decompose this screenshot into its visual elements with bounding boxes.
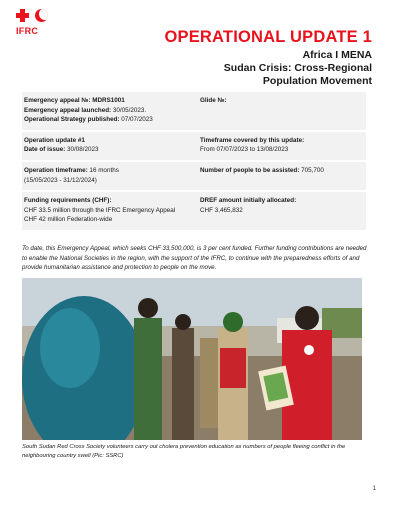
logo-text: IFRC (16, 26, 39, 36)
timeframe-covered-cell (194, 132, 366, 160)
info-row-funding (22, 190, 366, 230)
dref-value: CHF 3,465,832 (200, 206, 243, 214)
funding-appeal-line: CHF 33.5 million through the IFRC Emergency Appeal (24, 206, 176, 214)
red-crescent-emblem-icon (35, 9, 48, 22)
operation-timeframe-cell (22, 162, 194, 190)
operation-timeframe-label: Operation timeframe: (24, 166, 88, 174)
operation-timeframe-dates: (15/05/2023 - 31/12/2024) (24, 176, 97, 184)
launched-label: Emergency appeal launched: (24, 106, 112, 114)
people-assisted-value: 705,700 (299, 166, 324, 174)
title-block (164, 28, 372, 88)
funding-cell (22, 192, 194, 230)
region-subtitle: Africa I MENA (302, 49, 372, 61)
launched-value: 30/05/2023. (111, 106, 147, 114)
photo-caption: South Sudan Red Cross Society volunteers carry out cholera prevention education as numbers of people fleeing conflict in the neighbouring country swell (Pic: SSRC) (22, 444, 346, 459)
funding-label: Funding requirements (CHF): (24, 197, 112, 205)
red-cross-emblem-icon (16, 9, 29, 22)
appeal-info-table (22, 92, 366, 230)
glide-cell (194, 92, 366, 130)
operation-timeframe-value: 16 months (87, 166, 119, 174)
people-assisted-label: Number of people to be assisted: (200, 166, 300, 174)
volunteers-photo (22, 278, 362, 440)
funding-federation-line: CHF 42 million Federation-wide (24, 216, 113, 224)
crisis-title-line-1: Sudan Crisis: Cross-Regional (223, 62, 372, 74)
document-title: OPERATIONAL UPDATE 1 (164, 28, 372, 46)
dref-label: DREF amount initially allocated: (200, 197, 297, 205)
timeframe-covered-value: From 07/07/2023 to 13/08/2023 (200, 146, 289, 154)
dref-cell (194, 192, 366, 230)
update-cell (22, 132, 194, 160)
issue-date-value: 30/08/2023 (65, 146, 99, 154)
timeframe-covered-label: Timeframe covered by this update: (200, 136, 305, 144)
issue-date-label: Date of issue: (24, 146, 66, 154)
ifrc-logo (16, 9, 56, 39)
page-number: 1 (372, 486, 376, 492)
info-row-update (22, 130, 366, 160)
funding-intro-paragraph: To date, this Emergency Appeal, which seeks CHF 33,500,000, is 3 per cent funded. Further funding contributions are needed to enable the National Societies in the region, with the support of the IFRC, to continue with the preparedness efforts of and provide humanitarian assistance and protection to people on the move. (22, 245, 367, 272)
appeal-cell (22, 92, 194, 130)
crisis-title-line-2: Population Movement (262, 75, 372, 87)
info-row-timeframe (22, 160, 366, 190)
appeal-number: Emergency appeal №: MDRS1001 (24, 97, 125, 104)
glide-label: Glide №: (200, 97, 227, 104)
strategy-value: 07/07/2023 (119, 116, 153, 124)
operation-update-label: Operation update #1 (24, 136, 85, 144)
info-row-appeal (22, 92, 366, 130)
people-assisted-cell (194, 162, 366, 190)
strategy-label: Operational Strategy published: (24, 116, 120, 124)
photo-illustration (22, 278, 362, 440)
